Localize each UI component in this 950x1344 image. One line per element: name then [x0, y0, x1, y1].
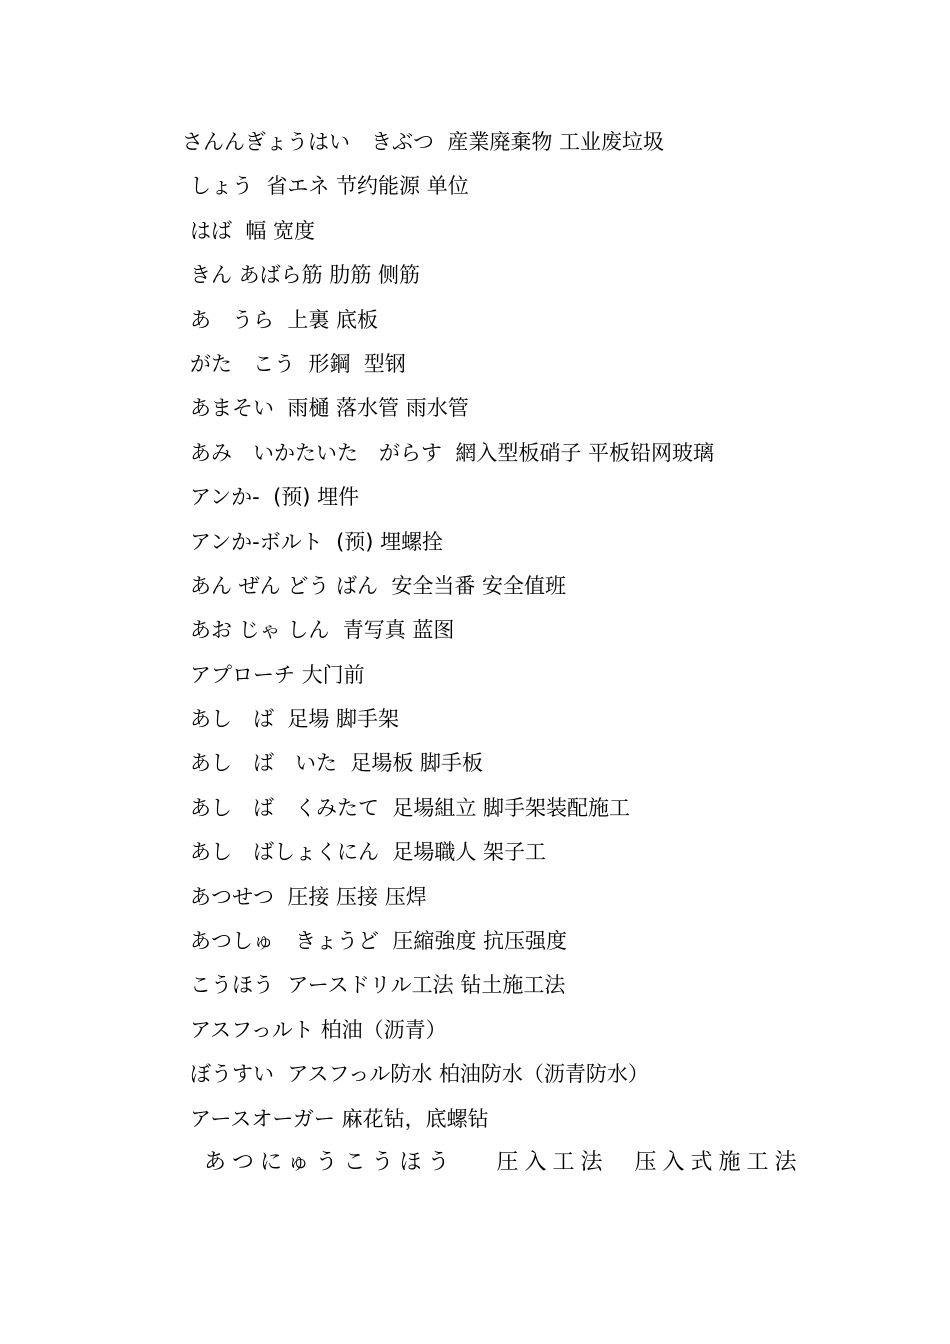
vocab-line: あん ぜん どう ばん 安全当番 安全值班 — [190, 573, 567, 598]
vocab-line: あし ば いた 足場板 脚手板 — [190, 751, 484, 776]
vocab-line: こうほう アースドリル工法 钻土施工法 — [190, 973, 566, 998]
vocab-line: アプローチ 大门前 — [190, 662, 365, 687]
vocab-line: あし ばしょくにん 足場職人 架子工 — [190, 840, 547, 865]
vocab-line: アスフっルト 柏油（沥青） — [190, 1017, 447, 1042]
vocab-line: アースオーガー 麻花钻，底螺钻 — [190, 1106, 489, 1131]
vocab-line: あし ば くみたて 足場組立 脚手架装配施工 — [190, 795, 631, 820]
vocab-line: あつにゅうこうほう 圧入工法 压入式施工法 — [204, 1149, 803, 1175]
vocab-line: あみ いかたいた がらす 網入型板硝子 平板铅网玻璃 — [190, 440, 715, 465]
vocab-line: アンか- (预) 埋件 — [190, 485, 360, 510]
vocab-line: あ うら 上裏 底板 — [190, 307, 379, 332]
vocab-line: あし ば 足場 脚手架 — [190, 707, 400, 732]
vocab-line: さんんぎょうはい きぶつ 産業廃棄物 工业废垃圾 — [182, 130, 665, 154]
vocab-line: あつしゅ きょうど 圧縮強度 抗压强度 — [190, 929, 568, 954]
vocab-line: しょう 省エネ 节约能源 单位 — [190, 174, 469, 199]
vocab-line: あつせつ 圧接 压接 压焊 — [190, 884, 427, 909]
vocab-line: はば 幅 宽度 — [190, 218, 316, 243]
vocab-line: アンか-ボルト (预) 埋螺拴 — [190, 529, 444, 554]
vocab-line: ぼうすい アスフっル防水 柏油防水（沥青防水） — [190, 1062, 649, 1087]
vocab-line: がた こう 形鋼 型钢 — [190, 351, 406, 376]
vocabulary-list — [182, 120, 803, 1185]
vocab-line: きん あばら筋 肋筋 侧筋 — [190, 263, 421, 288]
vocab-line: あお じゃ しん 青写真 蓝图 — [190, 618, 455, 643]
vocab-line: あまそい 雨樋 落水管 雨水管 — [190, 396, 469, 421]
